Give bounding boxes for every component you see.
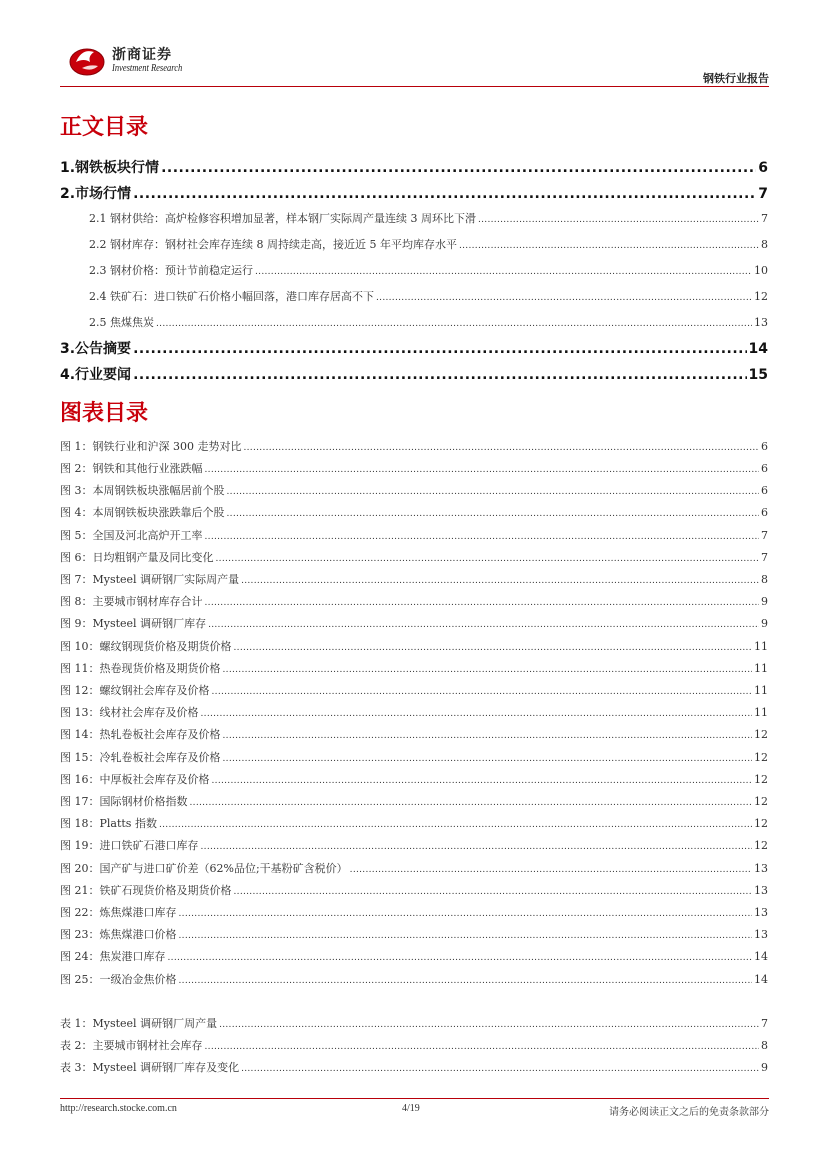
- toc-item-page: 15: [748, 367, 768, 383]
- figure-item-page: 11: [754, 640, 768, 653]
- figure-item[interactable]: [60, 682, 768, 697]
- figure-item[interactable]: [60, 615, 768, 630]
- brand-name-cn: 浙商证券: [112, 47, 172, 63]
- figure-item[interactable]: [60, 726, 768, 741]
- figure-item[interactable]: [60, 549, 768, 564]
- figure-item-page: 6: [761, 506, 768, 519]
- table-item-page: 9: [761, 1061, 768, 1074]
- table-item-label: 表 3：Mysteel 调研钢厂库存及变化: [60, 1061, 240, 1074]
- figure-item-label: 图 21：铁矿石现货价格及期货价格: [60, 884, 232, 897]
- figure-item-label: 图 10：螺纹钢现货价格及期货价格: [60, 640, 232, 653]
- figure-item-label: 图 22：炼焦煤港口库存: [60, 906, 177, 919]
- figure-item-page: 7: [761, 551, 768, 564]
- toc-item-page: 14: [748, 341, 768, 357]
- figure-item-label: 图 7：Mysteel 调研钢厂实际周产量: [60, 573, 240, 586]
- toc-item-page: 7: [758, 186, 768, 202]
- header-divider: [60, 86, 769, 87]
- figure-item-page: 14: [754, 973, 768, 986]
- toc-subitem[interactable]: [89, 236, 768, 251]
- toc-item[interactable]: [60, 183, 768, 201]
- figure-item-page: 12: [754, 773, 768, 786]
- figure-item[interactable]: [60, 948, 768, 963]
- figure-item-page: 12: [754, 839, 768, 852]
- figure-item[interactable]: [60, 837, 768, 852]
- table-item-page: 7: [761, 1017, 768, 1030]
- table-item[interactable]: [60, 1037, 768, 1052]
- footer-divider: [60, 1098, 769, 1099]
- figure-item-label: 图 19：进口铁矿石港口库存: [60, 839, 199, 852]
- page-header: [60, 38, 769, 88]
- figure-item-label: 图 13：线材社会库存及价格: [60, 706, 199, 719]
- figure-item-label: 图 5：全国及河北高炉开工率: [60, 529, 203, 542]
- figure-item-label: 图 24：焦炭港口库存: [60, 950, 166, 963]
- figure-item[interactable]: [60, 771, 768, 786]
- figure-item-page: 12: [754, 817, 768, 830]
- figure-item-label: 图 25：一级冶金焦价格: [60, 973, 177, 986]
- figure-item-label: 图 4：本周钢铁板块涨跌靠后个股: [60, 506, 225, 519]
- figure-item-label: 图 18：Platts 指数: [60, 817, 157, 830]
- figure-item-page: 11: [754, 706, 768, 719]
- table-item-label: 表 1：Mysteel 调研钢厂周产量: [60, 1017, 218, 1030]
- figure-item[interactable]: [60, 971, 768, 986]
- table-item-label: 表 2：主要城市钢材社会库存: [60, 1039, 203, 1052]
- toc-item-page: 12: [754, 290, 768, 303]
- figure-item-page: 6: [761, 440, 768, 453]
- figure-item-page: 9: [761, 617, 768, 630]
- figure-item-label: 图 3：本周钢铁板块涨幅居前个股: [60, 484, 225, 497]
- figure-item-page: 12: [754, 728, 768, 741]
- report-type: 钢铁行业报告: [703, 72, 769, 85]
- toc-item-page: 8: [761, 238, 768, 251]
- toc-item-page: 13: [754, 316, 768, 329]
- figure-item-label: 图 17：国际钢材价格指数: [60, 795, 188, 808]
- figure-item[interactable]: [60, 504, 768, 519]
- figure-item[interactable]: [60, 815, 768, 830]
- figure-item-label: 图 12：螺纹钢社会库存及价格: [60, 684, 210, 697]
- figure-item-page: 6: [761, 462, 768, 475]
- figure-item-label: 图 8：主要城市钢材库存合计: [60, 595, 203, 608]
- toc-subitem[interactable]: [89, 288, 768, 303]
- figure-item-page: 12: [754, 795, 768, 808]
- toc-item-label: 2.2 钢材库存：钢材社会库存连续 8 周持续走高，接近近 5 年平均库存水平: [89, 238, 457, 251]
- toc-item-label: 4.行业要闻: [60, 367, 132, 383]
- toc-item-page: 7: [761, 212, 768, 225]
- figure-item-label: 图 15：冷轧卷板社会库存及价格: [60, 751, 221, 764]
- figure-item-page: 11: [754, 662, 768, 675]
- figure-item[interactable]: [60, 793, 768, 808]
- figure-item[interactable]: [60, 704, 768, 719]
- toc-item-label: 2.5 焦煤焦炭: [89, 316, 154, 329]
- figure-item[interactable]: [60, 593, 768, 608]
- figure-item[interactable]: [60, 460, 768, 475]
- figure-item-label: 图 6：日均粗钢产量及同比变化: [60, 551, 214, 564]
- figure-item-page: 13: [754, 862, 768, 875]
- figure-item-label: 图 9：Mysteel 调研钢厂库存: [60, 617, 207, 630]
- figure-item-page: 13: [754, 884, 768, 897]
- figure-item-page: 7: [761, 529, 768, 542]
- toc-item-page: 6: [758, 160, 768, 176]
- figure-item[interactable]: [60, 571, 768, 586]
- toc-item[interactable]: [60, 364, 768, 382]
- figure-item-label: 图 20：国产矿与进口矿价差（62%品位;干基粉矿含税价）: [60, 862, 348, 875]
- toc-item-label: 2.3 钢材价格：预计节前稳定运行: [89, 264, 253, 277]
- figure-item-page: 6: [761, 484, 768, 497]
- figure-item-page: 13: [754, 928, 768, 941]
- figure-item[interactable]: [60, 527, 768, 542]
- figure-item-page: 9: [761, 595, 768, 608]
- zheshang-logo-icon: [68, 42, 106, 78]
- toc-subitem[interactable]: [89, 210, 768, 225]
- toc-item-page: 10: [754, 264, 768, 277]
- figure-item-page: 14: [754, 950, 768, 963]
- page-number: 4/19: [402, 1103, 420, 1114]
- figure-item-label: 图 2：钢铁和其他行业涨跌幅: [60, 462, 203, 475]
- toc-item[interactable]: [60, 338, 768, 356]
- toc-subitem[interactable]: [89, 314, 768, 329]
- brand-name-en: Investment Research: [112, 63, 183, 74]
- figure-item-label: 图 23：炼焦煤港口价格: [60, 928, 177, 941]
- figure-item[interactable]: [60, 904, 768, 919]
- toc-item-label: 2.4 铁矿石：进口铁矿石价格小幅回落，港口库存居高不下: [89, 290, 374, 303]
- table-item[interactable]: [60, 1015, 768, 1030]
- figure-item[interactable]: [60, 638, 768, 653]
- figures-title: 图表目录: [60, 401, 149, 426]
- figure-item[interactable]: [60, 926, 768, 941]
- footer-disclaimer: 请务必阅读正文之后的免责条款部分: [609, 1107, 769, 1118]
- toc-item[interactable]: [60, 157, 768, 175]
- figure-item-page: 8: [761, 573, 768, 586]
- figure-item[interactable]: [60, 660, 768, 675]
- figure-item-page: 13: [754, 906, 768, 919]
- toc-subitem[interactable]: [89, 262, 768, 277]
- figure-item-page: 12: [754, 751, 768, 764]
- figure-item[interactable]: [60, 860, 768, 875]
- toc-item-label: 2.1 钢材供给：高炉检修容积增加显著，样本钢厂实际周产量连续 3 周环比下滑: [89, 212, 476, 225]
- toc-item-label: 1.钢铁板块行情: [60, 160, 160, 176]
- figure-item[interactable]: [60, 438, 768, 453]
- footer-url[interactable]: http://research.stocke.com.cn: [60, 1103, 177, 1114]
- figure-item-page: 11: [754, 684, 768, 697]
- figure-item-label: 图 14：热轧卷板社会库存及价格: [60, 728, 221, 741]
- figure-item[interactable]: [60, 482, 768, 497]
- figure-item-label: 图 11：热卷现货价格及期货价格: [60, 662, 221, 675]
- toc-title: 正文目录: [60, 115, 149, 140]
- table-item-page: 8: [761, 1039, 768, 1052]
- figure-item-label: 图 1：钢铁行业和沪深 300 走势对比: [60, 440, 242, 453]
- toc-item-label: 2.市场行情: [60, 186, 132, 202]
- figure-item-label: 图 16：中厚板社会库存及价格: [60, 773, 210, 786]
- figure-item[interactable]: [60, 749, 768, 764]
- figure-item[interactable]: [60, 882, 768, 897]
- table-item[interactable]: [60, 1059, 768, 1074]
- toc-item-label: 3.公告摘要: [60, 341, 132, 357]
